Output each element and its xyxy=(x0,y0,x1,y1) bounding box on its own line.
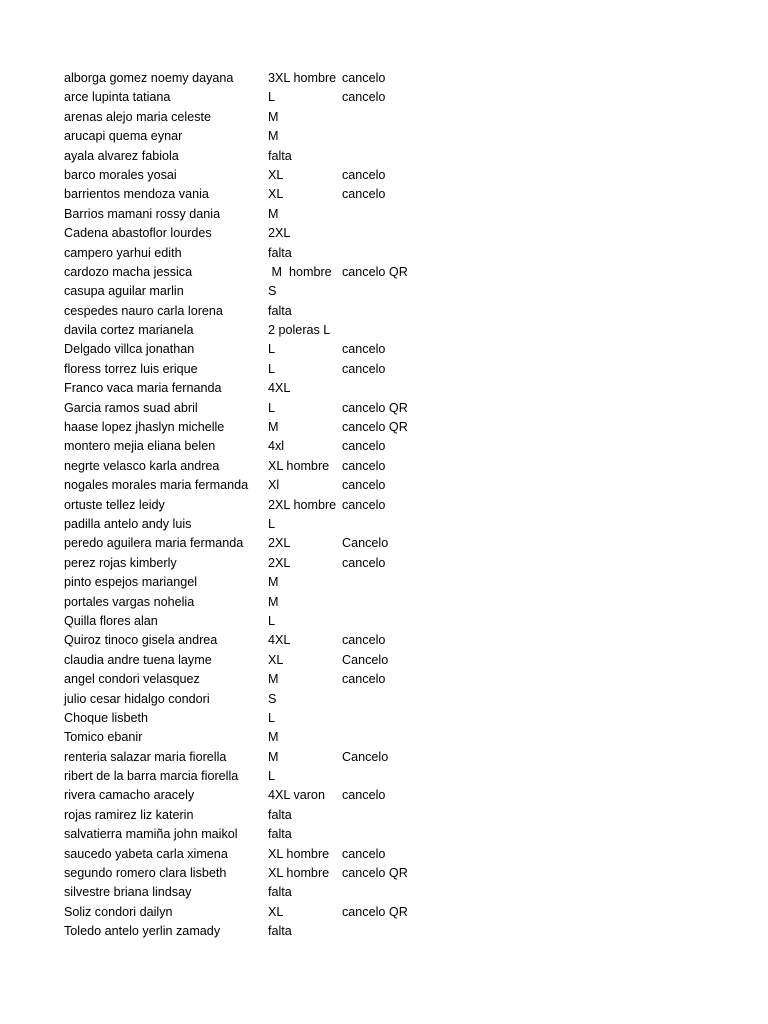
name-cell: julio cesar hidalgo condori xyxy=(64,691,210,706)
table-row xyxy=(64,321,464,340)
table-row xyxy=(64,593,464,612)
size-cell: 4xl xyxy=(268,439,285,454)
table-row xyxy=(64,786,464,805)
name-cell: cardozo macha jessica xyxy=(64,264,193,279)
table-row xyxy=(64,263,464,282)
status-cell: cancelo xyxy=(342,71,386,85)
size-cell: M xyxy=(268,672,279,687)
table-row xyxy=(64,224,464,243)
table-row xyxy=(64,457,464,476)
status-cell: cancelo xyxy=(342,555,386,570)
name-cell: barrientos mendoza vania xyxy=(64,187,209,202)
name-cell: floress torrez luis erique xyxy=(64,361,198,376)
size-cell: falta xyxy=(268,885,292,900)
size-cell: falta xyxy=(268,245,292,260)
size-cell: L xyxy=(268,710,276,725)
table-row xyxy=(64,147,464,166)
name-cell: arenas alejo maria celeste xyxy=(64,109,212,124)
name-cell: salvatierra mamiña john maikol xyxy=(64,827,238,842)
name-cell: Quilla flores alan xyxy=(64,613,158,628)
size-cell: falta xyxy=(268,807,292,822)
table-row xyxy=(64,864,464,883)
size-cell: M xyxy=(268,749,279,764)
table-row xyxy=(64,825,464,844)
table-row xyxy=(64,922,464,941)
name-cell: segundo romero clara lisbeth xyxy=(64,866,227,881)
size-cell: M xyxy=(268,109,279,124)
table-row xyxy=(64,88,464,107)
table-row xyxy=(64,127,464,146)
table-row xyxy=(64,631,464,650)
table-row xyxy=(64,670,464,689)
size-cell: M xyxy=(268,420,279,435)
table-row xyxy=(64,748,464,767)
table-row xyxy=(64,573,464,592)
status-cell: cancelo QR xyxy=(342,400,408,415)
size-cell: L xyxy=(268,400,276,415)
status-cell: cancelo xyxy=(342,458,386,473)
table-row xyxy=(64,399,464,418)
table-row xyxy=(64,806,464,825)
size-cell: 2 poleras L xyxy=(268,323,331,338)
size-cell: 2XL xyxy=(268,555,291,570)
size-cell: L xyxy=(268,516,276,531)
size-cell: XL xyxy=(268,652,284,667)
status-cell: cancelo xyxy=(342,672,386,687)
name-cell: peredo aguilera maria fermanda xyxy=(64,536,244,551)
table-row xyxy=(64,379,464,398)
size-cell: S xyxy=(268,691,277,706)
name-cell: saucedo yabeta carla ximena xyxy=(64,846,228,861)
status-cell: Cancelo xyxy=(342,749,389,764)
size-cell: M xyxy=(268,575,279,590)
name-cell: alborga gomez noemy dayana xyxy=(64,71,234,85)
table-row xyxy=(64,883,464,902)
size-cell: falta xyxy=(268,148,292,163)
status-cell: cancelo QR xyxy=(342,904,408,919)
size-cell: L xyxy=(268,90,276,105)
name-cell: arucapi quema eynar xyxy=(64,129,183,144)
size-cell: XL hombre xyxy=(268,866,330,881)
name-cell: claudia andre tuena layme xyxy=(64,652,212,667)
name-cell: Cadena abastoflor lourdes xyxy=(64,226,212,241)
status-cell: cancelo xyxy=(342,846,386,861)
size-cell: L xyxy=(268,769,276,784)
status-cell: cancelo xyxy=(342,187,386,202)
name-cell: ayala alvarez fabiola xyxy=(64,148,179,163)
size-cell: 4XL xyxy=(268,381,291,396)
size-cell: Xl xyxy=(268,478,280,493)
status-cell: cancelo xyxy=(342,633,386,648)
size-cell: L xyxy=(268,342,276,357)
table-row xyxy=(64,244,464,263)
size-cell: M hombre xyxy=(268,264,332,279)
table-row xyxy=(64,418,464,437)
table-row xyxy=(64,360,464,379)
name-cell: davila cortez marianela xyxy=(64,323,194,338)
name-cell: ribert de la barra marcia fiorella xyxy=(64,769,239,784)
name-cell: renteria salazar maria fiorella xyxy=(64,749,227,764)
size-cell: L xyxy=(268,613,276,628)
name-cell: nogales morales maria fermanda xyxy=(64,478,249,493)
size-cell: falta xyxy=(268,303,292,318)
size-cell: 3XL hombre xyxy=(268,71,337,85)
size-cell: 4XL xyxy=(268,633,291,648)
table-row xyxy=(64,612,464,631)
size-cell: M xyxy=(268,206,279,221)
size-cell: falta xyxy=(268,924,292,939)
name-cell: Choque lisbeth xyxy=(64,710,149,725)
status-cell: cancelo xyxy=(342,342,386,357)
size-cell: XL hombre xyxy=(268,458,330,473)
name-cell: arce lupinta tatiana xyxy=(64,90,171,105)
name-cell: silvestre briana lindsay xyxy=(64,885,192,900)
table-row xyxy=(64,282,464,301)
size-cell: falta xyxy=(268,827,292,842)
status-cell: cancelo xyxy=(342,439,386,454)
size-cell: 2XL hombre xyxy=(268,497,337,512)
name-cell: barco morales yosai xyxy=(64,167,177,182)
size-cell: XL xyxy=(268,904,284,919)
status-cell: Cancelo xyxy=(342,652,389,667)
table-row xyxy=(64,690,464,709)
table-row xyxy=(64,205,464,224)
size-cell: XL xyxy=(268,187,284,202)
name-cell: campero yarhui edith xyxy=(64,245,182,260)
size-cell: 4XL varon xyxy=(268,788,325,803)
status-cell: cancelo QR xyxy=(342,866,408,881)
name-cell: montero mejia eliana belen xyxy=(64,439,216,454)
table-row xyxy=(64,845,464,864)
roster-sheet xyxy=(64,69,464,942)
table-row xyxy=(64,767,464,786)
table-row xyxy=(64,496,464,515)
table-row xyxy=(64,709,464,728)
table-row xyxy=(64,340,464,359)
name-cell: rojas ramirez liz katerin xyxy=(64,807,194,822)
name-cell: angel condori velasquez xyxy=(64,672,200,687)
name-cell: Delgado villca jonathan xyxy=(64,342,195,357)
name-cell: Barrios mamani rossy dania xyxy=(64,206,221,221)
size-cell: M xyxy=(268,730,279,745)
size-cell: L xyxy=(268,361,276,376)
status-cell: cancelo xyxy=(342,361,386,376)
status-cell: cancelo xyxy=(342,478,386,493)
table-row xyxy=(64,554,464,573)
name-cell: portales vargas nohelia xyxy=(64,594,195,609)
name-cell: ortuste tellez leidy xyxy=(64,497,165,512)
size-cell: S xyxy=(268,284,277,299)
table-row xyxy=(64,166,464,185)
name-cell: Tomico ebanir xyxy=(64,730,143,745)
table-row xyxy=(64,651,464,670)
size-cell: XL xyxy=(268,167,284,182)
size-cell: 2XL xyxy=(268,226,291,241)
table-row xyxy=(64,515,464,534)
status-cell: cancelo xyxy=(342,90,386,105)
table-row xyxy=(64,903,464,922)
name-cell: Quiroz tinoco gisela andrea xyxy=(64,633,218,648)
status-cell: cancelo xyxy=(342,788,386,803)
size-cell: M xyxy=(268,129,279,144)
table-row xyxy=(64,437,464,456)
table-row xyxy=(64,302,464,321)
name-cell: rivera camacho aracely xyxy=(64,788,195,803)
status-cell: cancelo QR xyxy=(342,420,408,435)
table-row xyxy=(64,108,464,127)
name-cell: Garcia ramos suad abril xyxy=(64,400,198,415)
size-cell: XL hombre xyxy=(268,846,330,861)
table-row xyxy=(64,476,464,495)
status-cell: cancelo xyxy=(342,167,386,182)
name-cell: perez rojas kimberly xyxy=(64,555,177,570)
table-row xyxy=(64,185,464,204)
name-cell: cespedes nauro carla lorena xyxy=(64,303,223,318)
name-cell: haase lopez jhaslyn michelle xyxy=(64,420,225,435)
name-cell: Soliz condori dailyn xyxy=(64,904,173,919)
name-cell: padilla antelo andy luis xyxy=(64,516,192,531)
status-cell: cancelo xyxy=(342,497,386,512)
name-cell: pinto espejos mariangel xyxy=(64,575,198,590)
name-cell: casupa aguilar marlin xyxy=(64,284,184,299)
size-cell: M xyxy=(268,594,279,609)
status-cell: Cancelo xyxy=(342,536,389,551)
table-row xyxy=(64,728,464,747)
status-cell: cancelo QR xyxy=(342,264,408,279)
name-cell: Toledo antelo yerlin zamady xyxy=(64,924,221,939)
name-cell: Franco vaca maria fernanda xyxy=(64,381,222,396)
table-row xyxy=(64,69,464,88)
table-row xyxy=(64,534,464,553)
name-cell: negrte velasco karla andrea xyxy=(64,458,220,473)
size-cell: 2XL xyxy=(268,536,291,551)
